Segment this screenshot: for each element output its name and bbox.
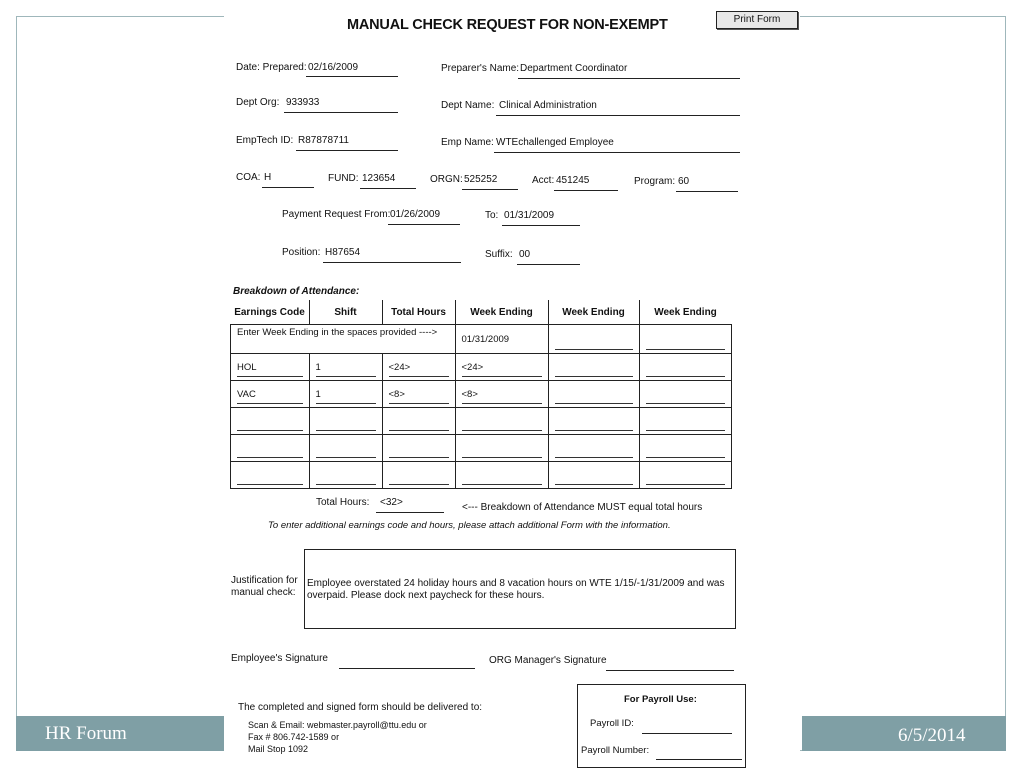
breakdown-title: Breakdown of Attendance: — [233, 286, 360, 297]
date-prepared-value: 02/16/2009 — [308, 62, 359, 73]
justification-label-2: manual check: — [231, 587, 296, 598]
date-prepared-label: Date: Prepared: — [236, 62, 307, 73]
table-cell[interactable]: 1 — [309, 381, 382, 408]
program-label: Program: — [634, 176, 676, 187]
form-title: MANUAL CHECK REQUEST FOR NON-EXEMPT — [347, 17, 668, 33]
acct-label: Acct: — [532, 175, 555, 186]
additional-info-note: To enter additional earnings code and hours, please attach additional Form with the information. — [268, 520, 671, 531]
coa-value: H — [264, 172, 272, 183]
table-cell[interactable] — [639, 462, 732, 489]
table-row — [231, 381, 732, 408]
col-earnings-code: Earnings Code — [231, 300, 310, 325]
payroll-use-title: For Payroll Use: — [624, 694, 697, 705]
table-cell[interactable]: VAC — [231, 381, 310, 408]
justification-label-1: Justification for — [231, 575, 298, 586]
emp-name-value: WTEchallenged Employee — [496, 137, 614, 148]
justification-text-1: Employee overstated 24 holiday hours and 8 vacation hours on WTE 1/15/-1/31/2009 and was — [307, 578, 725, 589]
payroll-use-box — [577, 684, 746, 768]
manager-signature-label: ORG Manager's Signature — [489, 655, 607, 666]
week-ending-instruction: Enter Week Ending in the spaces provided ----> — [231, 325, 456, 354]
suffix-value: 00 — [519, 249, 531, 260]
dept-name-value: Clinical Administration — [499, 100, 597, 111]
acct-value: 451245 — [556, 175, 590, 186]
table-cell[interactable] — [548, 381, 639, 408]
footer-title: HR Forum — [45, 723, 127, 744]
position-label: Position: — [282, 247, 321, 258]
table-cell[interactable] — [309, 462, 382, 489]
position-value: H87654 — [325, 247, 361, 258]
justification-box[interactable] — [304, 549, 736, 629]
table-cell[interactable] — [455, 435, 548, 462]
payroll-id-label: Payroll ID: — [590, 718, 634, 729]
orgn-label: ORGN: — [430, 174, 463, 185]
emp-name-label: Emp Name: — [441, 137, 494, 148]
suffix-label: Suffix: — [485, 249, 513, 260]
delivery-email: Scan & Email: webmaster.payroll@ttu.edu or — [248, 720, 427, 730]
table-cell[interactable] — [548, 462, 639, 489]
table-cell[interactable]: <24> — [382, 354, 455, 381]
col-week-ending-2: Week Ending — [548, 300, 639, 325]
delivery-note: The completed and signed form should be delivered to: — [238, 702, 483, 713]
table-cell[interactable] — [548, 354, 639, 381]
table-cell[interactable] — [548, 408, 639, 435]
dept-name-label: Dept Name: — [441, 100, 495, 111]
col-total-hours: Total Hours — [382, 300, 455, 325]
total-hours-label: Total Hours: — [316, 497, 370, 508]
emptech-id-value: R87878711 — [298, 135, 349, 146]
week-ending-1-value[interactable]: 01/31/2009 — [455, 325, 548, 354]
payment-from-value: 01/26/2009 — [390, 209, 441, 220]
week-ending-2-value[interactable] — [548, 325, 639, 354]
dept-org-label: Dept Org: — [236, 97, 280, 108]
total-hours-note: <--- Breakdown of Attendance MUST equal total hours — [462, 502, 703, 513]
table-row — [231, 435, 732, 462]
preparer-name-label: Preparer's Name: — [441, 63, 520, 74]
print-form-button[interactable]: Print Form — [716, 11, 798, 29]
payment-from-label: Payment Request From: — [282, 209, 391, 220]
manager-signature-line[interactable] — [606, 670, 734, 671]
table-cell[interactable] — [231, 435, 310, 462]
footer-left-bar — [16, 716, 226, 751]
table-cell[interactable]: 1 — [309, 354, 382, 381]
payment-to-value: 01/31/2009 — [504, 210, 555, 221]
table-cell[interactable] — [639, 381, 732, 408]
payment-to-label: To: — [485, 210, 499, 221]
table-cell[interactable]: <8> — [455, 381, 548, 408]
payroll-number-label: Payroll Number: — [581, 745, 650, 756]
table-cell[interactable] — [382, 435, 455, 462]
table-cell[interactable] — [455, 462, 548, 489]
table-cell[interactable]: HOL — [231, 354, 310, 381]
col-week-ending-1: Week Ending — [455, 300, 548, 325]
table-cell[interactable] — [309, 435, 382, 462]
footer-right-bar — [802, 716, 1006, 751]
table-row — [231, 408, 732, 435]
table-cell[interactable] — [639, 435, 732, 462]
col-week-ending-3: Week Ending — [639, 300, 732, 325]
table-cell[interactable] — [455, 408, 548, 435]
table-cell[interactable]: <8> — [382, 381, 455, 408]
delivery-fax: Fax # 806.742-1589 or — [248, 732, 340, 742]
table-cell[interactable] — [548, 435, 639, 462]
table-row — [231, 462, 732, 489]
total-hours-value: <32> — [380, 497, 403, 508]
table-cell[interactable] — [231, 462, 310, 489]
table-cell[interactable] — [382, 462, 455, 489]
attendance-table — [230, 300, 732, 489]
table-cell[interactable] — [231, 408, 310, 435]
footer-date: 6/5/2014 — [898, 725, 966, 746]
fund-value: 123654 — [362, 173, 396, 184]
employee-signature-label: Employee's Signature — [231, 653, 328, 664]
justification-text-2: overpaid. Please dock next paycheck for these hours. — [307, 590, 545, 601]
fund-label: FUND: — [328, 173, 359, 184]
delivery-mailstop: Mail Stop 1092 — [248, 744, 309, 754]
table-cell[interactable]: <24> — [455, 354, 548, 381]
payroll-id-line[interactable] — [642, 733, 732, 734]
form-document — [224, 0, 800, 768]
program-value: 60 — [678, 176, 690, 187]
emptech-id-label: EmpTech ID: — [236, 135, 294, 146]
table-cell[interactable] — [309, 408, 382, 435]
payroll-number-line[interactable] — [656, 759, 742, 760]
week-ending-3-value[interactable] — [639, 325, 732, 354]
coa-label: COA: — [236, 172, 261, 183]
table-cell[interactable] — [639, 408, 732, 435]
dept-org-value: 933933 — [286, 97, 320, 108]
employee-signature-line[interactable] — [339, 668, 475, 669]
col-shift: Shift — [309, 300, 382, 325]
orgn-value: 525252 — [464, 174, 498, 185]
table-cell[interactable] — [639, 354, 732, 381]
table-row — [231, 354, 732, 381]
table-cell[interactable] — [382, 408, 455, 435]
preparer-name-value: Department Coordinator — [520, 63, 628, 74]
